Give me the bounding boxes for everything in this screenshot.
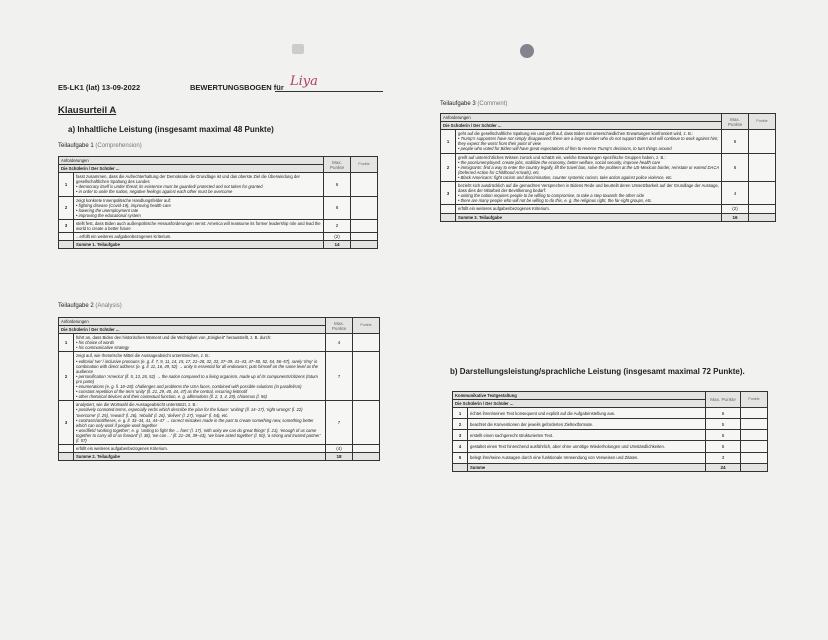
criterion-bullet: • there are many people who will not be willing to do this, e. g. the religious right, the far-right groups, etc. <box>458 198 653 204</box>
max-points: 2 <box>324 219 351 232</box>
criterion-number: 1 <box>59 173 74 196</box>
criterion-row <box>453 430 768 441</box>
extra-criterion-row <box>59 233 378 241</box>
criterion-text <box>456 182 722 205</box>
criterion-number: 3 <box>59 219 74 232</box>
criterion-text <box>74 334 326 352</box>
requirements-header: Anforderungen <box>59 157 324 165</box>
criterion-text <box>74 196 324 219</box>
criterion-bullet: • democracy itself is under threat; its existence must be guarded/ protected and not taken for granted <box>76 184 263 190</box>
requirements-header: Anforderungen <box>59 318 326 326</box>
max-points: 6 <box>706 408 741 419</box>
task3-table <box>440 113 776 222</box>
criterion-bullet: • immigrants: find a way to enter the country legally, lift the travel ban, solve the problem at the US-Mexican border, reinstate or extend DACA (Deferred Action for Childhood Arrivals), etc. <box>458 164 719 175</box>
bullet-text: his communicative strategy <box>78 345 130 351</box>
points-field <box>351 233 378 241</box>
bullet-text: wordfield 'working together', e. g. 'uniting to fight the ... foes' (l. 17), 'with unity we can do great things' (l. 21), 'enough of us came together to carry all of us forward' (l. 38), 'we can ...' (ll. 21–28, 39–43), 'we have acted together' (l. 50), 'a strong and trusted partner' (l. 57) <box>76 427 321 443</box>
max-points: 4 <box>326 334 353 352</box>
criterion-bullet: • wordfield 'working together', e. g. 'uniting to fight the ... foes' (l. 17), 'with unity we can do great things' (l. 21), 'enough of us came together to carry all of us forward' (l. 38), 'we can ...' (ll. 21–28, 39–43), 'we have acted together' (l. 50), 'a strong and trusted partner' (l. 57) <box>76 427 321 443</box>
bullet-text: enumerations (e. g. ll. 18–28): challenges and problems the USA faces, combined with possible solutions (in parallelism) <box>78 384 302 390</box>
bullet-text: positively connoted terms, especially verbs which describe the plan for the future: 'uniting' (ll. 14–17), 'right wrongs' (l. 22) 'overcome' (l. 25), 'reward' (l. 26), 'rebuild' (l. 26), 'deliver' (l. 27), 'repair' (l. 54), etc. <box>76 407 303 418</box>
punch-hole-mark <box>292 44 304 54</box>
extra-max-points: (2) <box>324 233 351 241</box>
criterion-number: 3 <box>453 430 468 441</box>
points-field <box>749 182 776 205</box>
bullet-text: improving the educational system <box>78 212 141 218</box>
row-number-empty <box>59 233 74 241</box>
extra-max-points: (2) <box>722 205 749 213</box>
criterion-row <box>453 452 768 463</box>
criterion-bullet: • uniting the nation requires people to be willing to compromise, to take a step towards the other side <box>458 193 645 199</box>
criterion-bullet: • other rhetorical devices and their contextual function, e. g. alliterations (ll. 2, 3, 4, 29), chiasmus (l. 56) <box>76 394 267 400</box>
criterion-number: 3 <box>59 401 74 445</box>
criterion-row <box>441 153 776 181</box>
bullet-text: people who voted for Biden will have great expectations of him to reverse Trump's decisions, to turn things around <box>460 146 672 152</box>
points-field <box>351 196 378 219</box>
criterion-bullet: • contrasts/antitheses, e. g. ll. 33–34, 41, 44–47 → correct mistakes made in the past to create something new, something better which can only work if people work together <box>76 417 314 428</box>
sum-max-points: 14 <box>324 241 351 249</box>
points-field <box>351 219 378 232</box>
extra-criterion-row <box>441 205 776 213</box>
criterion-bullet: • the poor/unemployed: create jobs, stabilize the economy, better welfare, social security, improve health care <box>458 159 661 165</box>
row-number-empty <box>441 205 456 213</box>
bullet-text: immigrants: find a way to enter the country legally, lift the travel ban, solve the problem at the US-Mexican border, reinstate or extend DACA (Deferred Action for Childhood Arrivals), etc. <box>458 164 719 175</box>
criterion-row <box>441 130 776 153</box>
points-header: Punkte <box>353 318 380 334</box>
student-header: Die Schülerin / Der Schüler ... <box>59 165 324 173</box>
criterion-number: 2 <box>59 352 74 401</box>
course-label: E5-LK1 (lat) 13-09-2022 <box>58 83 141 92</box>
max-points: 7 <box>326 352 353 401</box>
sheet-label: BEWERTUNGSBOGEN für <box>190 83 284 92</box>
bullet-text: lowering the unemployment rate <box>78 207 139 213</box>
criterion-row <box>59 334 380 352</box>
criterion-number: 3 <box>441 182 456 205</box>
criterion-text <box>74 401 326 445</box>
extra-max-points: (4) <box>326 445 353 453</box>
row-number-empty <box>453 463 468 471</box>
requirements-header: Kommunikative Textgestaltung <box>453 392 706 400</box>
task2-heading: Teilaufgabe 2 (Analysis) <box>58 303 122 309</box>
criterion-text: beachtet die Konventionen der jeweils geforderten Zieltextformate. <box>468 419 706 430</box>
criterion-row <box>59 219 378 232</box>
part-b-section-heading: b) Darstellungsleistung/sprachliche Leistung (insgesamt maximal 72 Punkte). <box>450 367 745 376</box>
criterion-row <box>453 441 768 452</box>
criterion-intro: stellt fest, dass Biden auch außenpolitische Herausforderungen nennt: America will reassume its former leadership role and lead the world to create a better future <box>76 220 321 232</box>
points-field <box>353 445 380 453</box>
criterion-intro: analysiert, wie die Wortwahl die Aussageabsicht unterstützt, z. B.: <box>76 402 198 408</box>
criterion-row <box>453 408 768 419</box>
criterion-text: gestaltet einen Text hinreichend ausführlich, aber ohne unnötige Wiederholungen und Umständlichkeiten. <box>468 441 706 452</box>
bullet-text: there are many people who will not be willing to do this, e. g. the religious right, the far-right groups, etc. <box>460 198 653 204</box>
sum-row <box>453 463 768 471</box>
part-b-table <box>452 391 768 472</box>
header-row <box>59 318 380 326</box>
points-header: Punkte <box>749 114 776 130</box>
points-field <box>749 153 776 181</box>
sum-label: Summe 1. Teilaufgabe <box>74 241 324 249</box>
max-points: 5 <box>706 430 741 441</box>
bullet-text: fighting disease (Covid-19), improving health care <box>78 202 171 208</box>
points-field <box>749 205 776 213</box>
header-row <box>453 392 768 400</box>
criterion-bullet: • Black Americans: fight racism and discrimination, counter systemic racism, take action against police violence, etc. <box>458 174 673 180</box>
criterion-intro: zeigt auf, wie rhetorische Mittel die Aussageabsicht unterstreichen, z. B.: <box>76 353 211 359</box>
max-points: 5 <box>706 419 741 430</box>
criterion-bullet: • editorial 'we' / inclusive pronouns (e. g. ll. 7, 9, 11, 14, 15, 17, 21–28, 32, 33, 37–39, 41–43, 47–50, 52, 54, 56–57), rarely 'I/my' in combination with direct address (e. g. ll. 11, 16, 49, 52) → unity is essential for all endeavors; puts himself on the same level as the audience <box>76 358 318 374</box>
criterion-bullet: • his communicative strategy <box>76 345 130 351</box>
criterion-intro: greift auf unterrichtliches Wissen zurück und schätzt ein, welche Erwartungen spezifische Gruppen haben, z. B.: <box>458 154 666 160</box>
criterion-row <box>59 196 378 219</box>
criterion-number: 1 <box>59 334 74 352</box>
max-points-header: Max. Punkte <box>324 157 351 173</box>
criterion-bullet: • personification 'America' (ll. 5, 13, 26, 52) → the nation compared to a living organism, made up of its components/citizens (totum pro parte) <box>76 373 318 384</box>
criterion-bullet: • enumerations (e. g. ll. 18–28): challenges and problems the USA faces, combined with possible solutions (in parallelism) <box>76 384 302 390</box>
row-number-empty <box>59 241 74 249</box>
sum-max-points: 16 <box>722 213 749 221</box>
bullet-text: other rhetorical devices and their contextual function, e. g. alliterations (ll. 2, 3, 4, 29), chiasmus (l. 56) <box>78 394 267 400</box>
requirements-header: Anforderungen <box>441 114 722 122</box>
criterion-bullet: • people who voted for Biden will have great expectations of him to reverse Trump's decisions, to turn things around <box>458 146 672 152</box>
max-points: 6 <box>324 196 351 219</box>
header-row <box>59 157 378 165</box>
header-row <box>441 114 776 122</box>
bullet-text: Black Americans: fight racism and discrimination, counter systemic racism, take action against police violence, etc. <box>460 174 673 180</box>
bullet-text: democracy itself is under threat; its existence must be guarded/ protected and not taken for granted <box>78 184 263 190</box>
max-points: 6 <box>722 130 749 153</box>
sum-label: Summe 3. Teilaufgabe <box>456 213 722 221</box>
bullet-text: uniting the nation requires people to be willing to compromise, to take a step towards the other side <box>460 193 645 199</box>
criterion-text: erstellt einen sachgerecht strukturierten Text. <box>468 430 706 441</box>
part-a-title: Klausurteil A <box>58 105 117 116</box>
bullet-text: his choice of words <box>78 340 115 346</box>
criterion-text <box>74 219 324 232</box>
points-field <box>353 401 380 445</box>
max-points: 6 <box>722 153 749 181</box>
criterion-row <box>441 182 776 205</box>
criterion-text: belegt ihre/seine Aussagen durch eine funktionale Verwendung von Verweisen und Zitaten. <box>468 452 706 463</box>
max-points-header: Max. Punkte <box>326 318 353 334</box>
criterion-bullet: • in order to unite the nation, negative feelings against each other must be overcome <box>76 189 233 195</box>
criterion-number: 5 <box>453 452 468 463</box>
points-header: Punkte <box>351 157 378 173</box>
criterion-text <box>74 173 324 196</box>
sum-row <box>59 241 378 249</box>
bullet-text: the poor/unemployed: create jobs, stabilize the economy, better welfare, social security, improve health care <box>460 159 661 165</box>
max-points-header: Max. Punkte <box>706 392 741 408</box>
student-name-handwritten: Liya <box>290 74 318 89</box>
student-header: Die Schülerin / Der Schüler ... <box>453 400 706 408</box>
points-field <box>741 452 768 463</box>
max-points: 5 <box>706 441 741 452</box>
max-points: 6 <box>324 173 351 196</box>
row-number-empty <box>59 453 74 461</box>
criterion-bullet: • his choice of words <box>76 340 115 346</box>
task1-heading: Teilaufgabe 1 (Comprehension) <box>58 143 142 149</box>
extra-criterion-text: ...erfüllt ein weiteres aufgabenbezogenes Kriterium. <box>74 233 324 241</box>
criterion-text <box>456 130 722 153</box>
criterion-bullet: • lowering the unemployment rate <box>76 207 139 213</box>
bullet-text: Trump's supporters have not simply disappeared; there are a large number who do not support Biden and will continue to work against him; they expect the worst from their point of view <box>458 136 719 147</box>
criterion-intro: zeigt konkrete Innenpolitische Handlungsfelder auf: <box>76 197 171 203</box>
max-points: 3 <box>706 452 741 463</box>
points-field <box>749 213 776 221</box>
row-number-empty <box>441 213 456 221</box>
sum-max-points: 24 <box>706 463 741 471</box>
points-field <box>353 334 380 352</box>
extra-criterion-text: erfüllt ein weiteres aufgabenbezogenes Kriterium. <box>456 205 722 213</box>
max-points-header: Max. Punkte <box>722 114 749 130</box>
sum-label: Summe 2. Teilaufgabe <box>74 453 326 461</box>
criterion-intro: geht auf die gesellschaftliche Spaltung ein und greift auf, dass Biden mit unterschiedlichen Erwartungen konfrontiert wird, z. B.: <box>458 131 694 137</box>
criterion-intro: bezieht sich ausdrücklich auf die gemachten Versprechen in Bidens Rede und beurteilt deren Umsetzbarkeit auf der Grundlage der Aussage, dass dies der Mitarbeit der Bevölkerung bedarf: <box>458 183 719 194</box>
max-points: 7 <box>326 401 353 445</box>
extra-criterion-text: erfüllt ein weiteres aufgabenbezogenes Kriterium. <box>74 445 326 453</box>
criterion-row <box>453 419 768 430</box>
sum-max-points: 18 <box>326 453 353 461</box>
student-header: Die Schülerin / Der Schüler ... <box>441 122 722 130</box>
task1-table <box>58 156 378 249</box>
points-field <box>351 241 378 249</box>
max-points: 4 <box>722 182 749 205</box>
criterion-text <box>74 352 326 401</box>
points-header: Punkte <box>741 392 768 408</box>
criterion-row <box>59 352 380 401</box>
student-header: Die Schülerin / Der Schüler ... <box>59 326 326 334</box>
criterion-text: richtet ihren/seinen Text konsequent und explizit auf die Aufgabenstellung aus. <box>468 408 706 419</box>
points-field <box>741 441 768 452</box>
bullet-text: constant repetition of the term 'unity' (ll. 21, 29, 40, 44, 47) as the central, recurring leitmotif <box>78 389 248 395</box>
bullet-text: in order to unite the nation, negative feelings against each other must be overcome <box>78 189 233 195</box>
sum-row <box>59 453 380 461</box>
extra-criterion-row <box>59 445 380 453</box>
points-field <box>741 463 768 471</box>
criterion-text <box>456 153 722 181</box>
criterion-bullet: • Trump's supporters have not simply disappeared; there are a large number who do not support Biden and will continue to work against him; they expect the worst from their point of view <box>458 136 719 147</box>
criterion-row <box>59 173 378 196</box>
bullet-text: personification 'America' (ll. 5, 13, 26, 52) → the nation compared to a living organism, made up of its components/citizens (totum pro parte) <box>76 373 318 384</box>
points-field <box>353 453 380 461</box>
points-field <box>351 173 378 196</box>
part-a-section-heading: a) Inhaltliche Leistung (insgesamt maximal 48 Punkte) <box>68 125 274 134</box>
criterion-bullet: • fighting disease (Covid-19), improving health care <box>76 202 171 208</box>
points-field <box>749 130 776 153</box>
criterion-intro: fasst zusammen, dass die Aufrechterhaltung der Demokratie die Grundlage ist und das oberste Ziel die Überwindung der gesellschaftlichen Spaltung des Landes <box>76 174 300 185</box>
points-field <box>741 419 768 430</box>
sum-row <box>441 213 776 221</box>
criterion-number: 1 <box>441 130 456 153</box>
criterion-number: 2 <box>453 419 468 430</box>
criterion-bullet: • improving the educational system <box>76 212 141 218</box>
bullet-text: contrasts/antitheses, e. g. ll. 33–34, 41, 44–47 → correct mistakes made in the past to create something new, something better which can only work if people work together <box>76 417 314 428</box>
criterion-number: 4 <box>453 441 468 452</box>
row-number-empty <box>59 445 74 453</box>
criterion-bullet: • constant repetition of the term 'unity' (ll. 21, 29, 40, 44, 47) as the central, recurring leitmotif <box>76 389 248 395</box>
points-field <box>353 352 380 401</box>
points-field <box>741 430 768 441</box>
sum-label: Summe <box>468 463 706 471</box>
points-field <box>741 408 768 419</box>
criterion-intro: führt an, dass Biden den historischen Moment und die Wichtigkeit von „Einigkeit" herausstellt, z. B. durch: <box>76 335 272 341</box>
criterion-number: 2 <box>441 153 456 181</box>
punch-hole-mark <box>520 44 534 58</box>
bullet-text: editorial 'we' / inclusive pronouns (e. g. ll. 7, 9, 11, 14, 15, 17, 21–28, 32, 33, 37–39, 41–43, 47–50, 52, 54, 56–57), rarely 'I/my' in combination with direct address (e. g. ll. 11, 16, 49, 52) → unity is essential for all endeavors; puts himself on the same level as the audience <box>76 358 318 374</box>
criterion-row <box>59 401 380 445</box>
task3-heading: Teilaufgabe 3 (Comment) <box>440 101 508 107</box>
task2-table <box>58 317 380 461</box>
criterion-bullet: • positively connoted terms, especially verbs which describe the plan for the future: 'uniting' (ll. 14–17), 'right wrongs' (l. 22) 'overcome' (l. 25), 'reward' (l. 26), 'rebuild' (l. 26), 'deliver' (l. 27), 'repair' (l. 54), etc. <box>76 407 303 418</box>
criterion-number: 2 <box>59 196 74 219</box>
name-line <box>275 91 383 92</box>
criterion-number: 1 <box>453 408 468 419</box>
